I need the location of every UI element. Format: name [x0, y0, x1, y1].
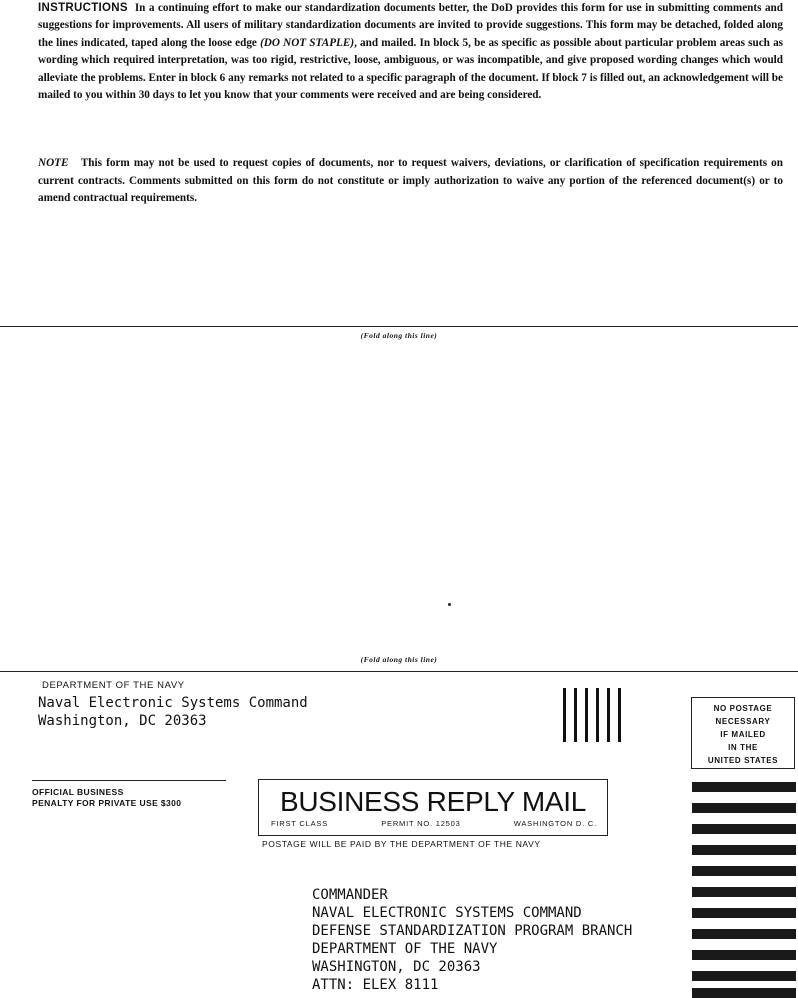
- fold-label-2: (Fold along this line): [360, 655, 438, 664]
- indicia-stripe: [692, 824, 796, 834]
- reply-indicia-stripes: [692, 780, 796, 998]
- fim-bar: [618, 688, 621, 742]
- sender-address: [38, 694, 308, 730]
- fim-bar: [574, 688, 577, 742]
- fim-bar: [563, 688, 566, 742]
- postage-line-2: NECESSARY: [715, 717, 771, 726]
- instructions-text-2: , and mailed. In block 5, be as specific as possible about particular problem areas such as wording which required interpretation, was too rigid, restrictive, loose, ambiguous, or was incompatible, and give proposed wording changes which would alleviate the problems. Enter in block 6 any remarks not related to a specific paragraph of the document. If block 7 is filled out, an acknowledgement will be mailed to you within 30 days to let you know that your comments were received and are being considered.: [38, 36, 784, 102]
- address-line-5: WASHINGTON, DC 20363: [312, 959, 481, 975]
- postage-paid-note: POSTAGE WILL BE PAID BY THE DEPARTMENT OF THE NAVY: [262, 839, 541, 849]
- sender-line-1: Naval Electronic Systems Command: [38, 695, 308, 711]
- address-line-1: COMMANDER: [312, 887, 388, 903]
- address-line-4: DEPARTMENT OF THE NAVY: [312, 941, 498, 957]
- note-text: This form may not be used to request copies of documents, nor to request waivers, deviations, or clarification of specification requirements on current contracts. Comments submitted on this form do not constitute or imply authorization to waive any portion of the referenced document(s) or to amend contractual requirements.: [38, 157, 783, 205]
- fold-line-2: [0, 671, 798, 672]
- permit-number: PERMIT NO. 12503: [381, 819, 461, 828]
- indicia-stripe: [692, 845, 796, 855]
- indicia-stripe: [692, 866, 796, 876]
- indicia-stripe: [692, 908, 796, 918]
- business-reply-title: BUSINESS REPLY MAIL: [279, 786, 587, 817]
- instructions-paragraph: [38, 0, 783, 104]
- mail-class: FIRST CLASS: [271, 819, 329, 828]
- permit-city: WASHINGTON D. C.: [513, 819, 597, 828]
- sender-line-2: Washington, DC 20363: [38, 713, 207, 729]
- indicia-stripe: [692, 782, 796, 792]
- sender-department: DEPARTMENT OF THE NAVY: [42, 680, 185, 691]
- instructions-text-1: In a continuing effort to make our standardization documents better, the DoD provides this form for use in submitting comments and suggestions for improvements. All users of military standardization documents are invited to provide suggestions. This form may be detached, folded along the lines indicated, taped along the loose edge: [38, 2, 783, 49]
- indicia-stripe: [692, 971, 796, 981]
- business-reply-mail-box: [258, 779, 608, 836]
- fold-line-1: [0, 326, 798, 327]
- instructions-heading: INSTRUCTIONS: [38, 2, 128, 14]
- official-business: [32, 780, 226, 809]
- do-not-staple: (DO NOT STAPLE): [260, 36, 355, 49]
- postage-line-5: UNITED STATES: [707, 756, 779, 765]
- address-line-6: ATTN: ELEX 8111: [312, 977, 439, 993]
- fold-label-1: (Fold along this line): [360, 331, 438, 340]
- business-reply-subline: [271, 819, 597, 828]
- indicia-stripe: [692, 887, 796, 897]
- facing-identification-bars: [563, 688, 623, 742]
- stray-mark: [448, 603, 451, 606]
- official-line-1: OFFICIAL BUSINESS: [32, 787, 124, 797]
- note-paragraph: [38, 155, 783, 208]
- postage-line-4: IN THE: [728, 743, 758, 752]
- indicia-stripe: [692, 988, 796, 998]
- fim-bar: [585, 688, 588, 742]
- official-line-2: PENALTY FOR PRIVATE USE $300: [32, 798, 182, 808]
- fim-bar: [607, 688, 610, 742]
- indicia-stripe: [692, 929, 796, 939]
- note-heading: NOTE: [38, 157, 69, 169]
- postage-line-3: IF MAILED: [720, 730, 766, 739]
- postage-line-1: NO POSTAGE: [713, 704, 773, 713]
- indicia-stripe: [692, 950, 796, 960]
- fim-bar: [596, 688, 599, 742]
- address-line-2: NAVAL ELECTRONIC SYSTEMS COMMAND: [312, 905, 582, 921]
- address-line-3: DEFENSE STANDARDIZATION PROGRAM BRANCH: [312, 923, 633, 939]
- indicia-stripe: [692, 803, 796, 813]
- no-postage-box: [691, 697, 795, 769]
- recipient-address: [312, 886, 632, 994]
